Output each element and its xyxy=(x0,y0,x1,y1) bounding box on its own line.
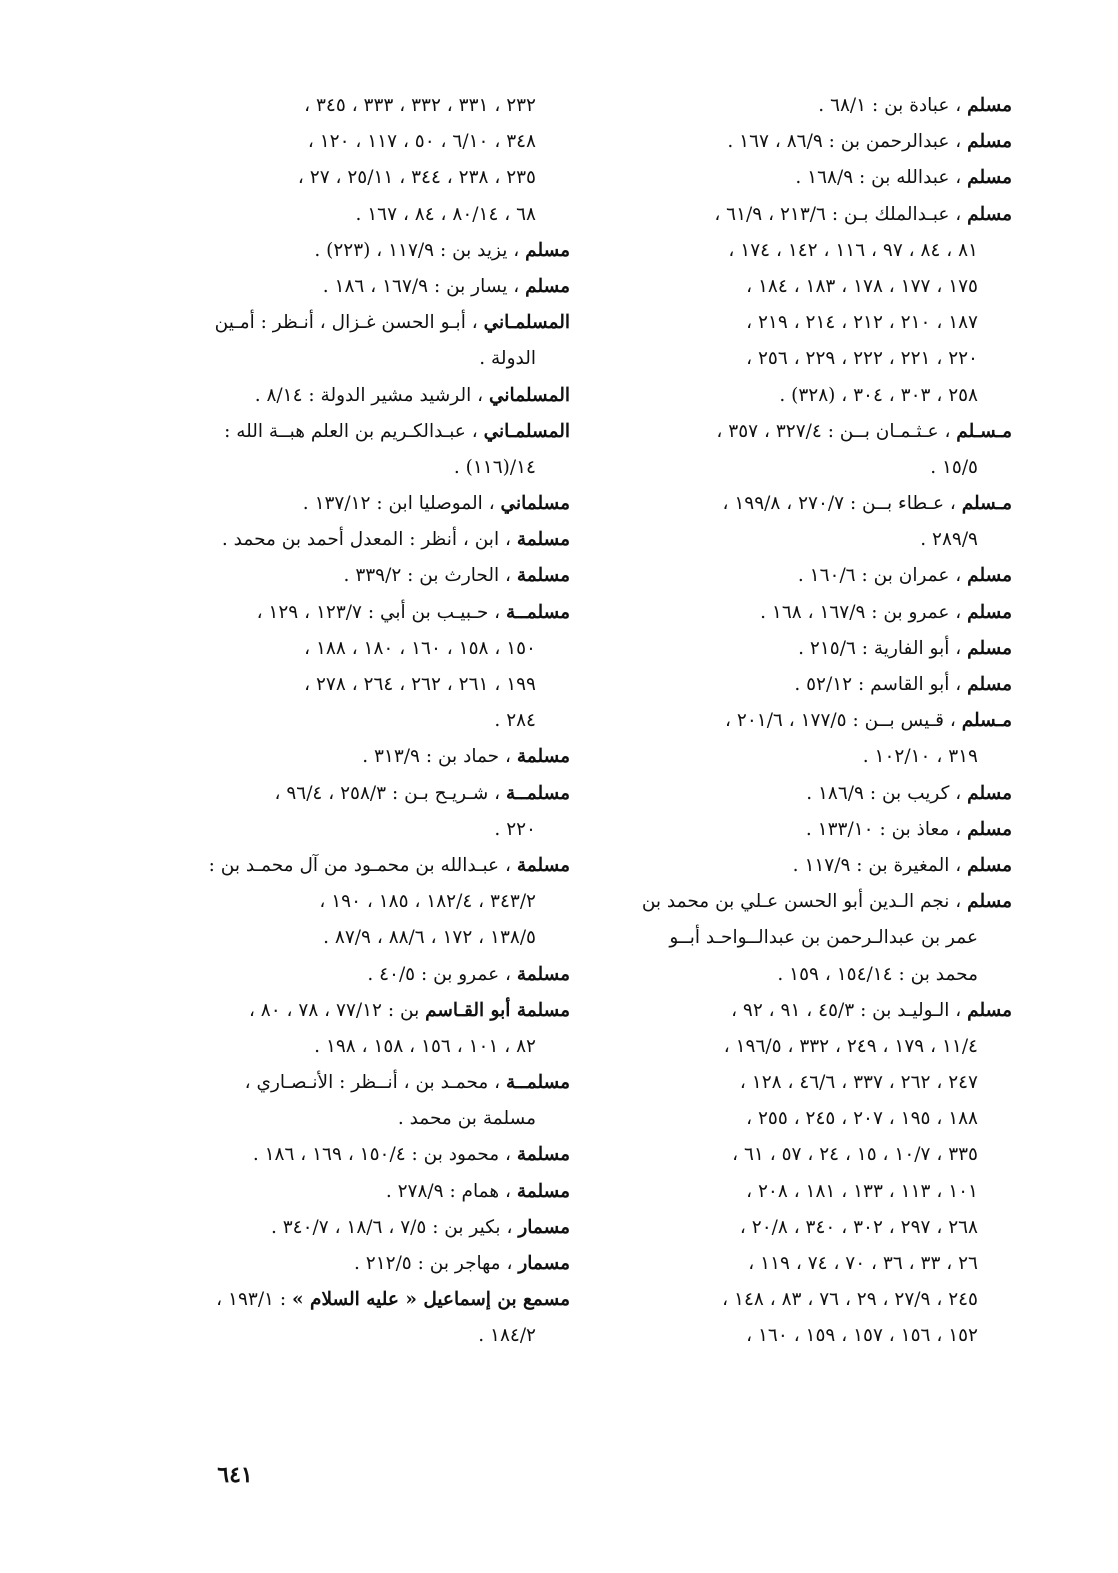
entry-text: ١٨٤/٢ . xyxy=(478,1325,536,1347)
index-entry-continuation xyxy=(168,1029,570,1065)
entry-text: ، أبو القاسم : ٥٢/١٢ . xyxy=(794,674,968,695)
index-entry-continuation xyxy=(168,1318,570,1354)
entry-text: ٣١٩ ، ١٠٢/١٠ . xyxy=(862,746,978,768)
entry-text: ، قـيس بــن : ١٧٧/٥ ، ٢٠١/٦ ، xyxy=(725,710,962,732)
entry-headword: مسلم xyxy=(525,275,570,297)
entry-text: ، عمران بن : ١٦٠/٦ . xyxy=(797,565,968,587)
entry-headword: مسلمة xyxy=(516,565,570,587)
index-entry xyxy=(612,160,1012,196)
entry-headword: مسلم xyxy=(967,891,1012,913)
index-entry xyxy=(168,305,570,341)
entry-text: ٢٣٢ ، ٣٣١ ، ٣٣٢ ، ٣٣٣ ، ٣٤٥ ، xyxy=(304,95,536,116)
entry-headword: مسلم xyxy=(967,95,1012,116)
entry-headword: مسلم xyxy=(967,167,1012,189)
entry-text: ، ابن ، أنظر : المعدل أحمد بن محمد . xyxy=(221,529,517,551)
index-entry-continuation xyxy=(168,703,570,739)
index-entry xyxy=(168,1174,570,1210)
index-entry xyxy=(168,233,570,269)
entry-headword: مسمار xyxy=(518,1216,570,1238)
index-entry xyxy=(168,269,570,305)
index-entry xyxy=(612,703,1012,739)
entry-text: محمد بن : ١٥٤/١٤ ، ١٥٩ . xyxy=(777,963,978,985)
entry-text: ٣٤٣/٢ ، ١٨٢/٤ ، ١٨٥ ، ١٩٠ ، xyxy=(319,891,536,913)
index-entry xyxy=(612,776,1012,812)
entry-text: ٢٨٤ . xyxy=(494,710,536,732)
index-entry xyxy=(612,558,1012,594)
entry-text: ١٥٢ ، ١٥٦ ، ١٥٧ ، ١٥٩ ، ١٦٠ ، xyxy=(746,1325,978,1347)
entry-headword: مسلم xyxy=(967,637,1012,659)
entry-text: ٢٥٨ ، ٣٠٣ ، ٣٠٤ ، (٣٢٨) . xyxy=(779,384,978,406)
index-entry-continuation xyxy=(612,269,1012,305)
entry-text: ٣٣٥ ، ١٠/٧ ، ١٥ ، ٢٤ ، ٥٧ ، ٦١ ، xyxy=(732,1144,978,1166)
entry-text: ، الـوليـد بن : ٤٥/٣ ، ٩١ ، ٩٢ ، xyxy=(731,999,968,1021)
index-entry-continuation xyxy=(168,124,570,160)
index-entry-continuation xyxy=(612,1246,1012,1282)
entry-text: ١٩٩ ، ٢٦١ ، ٢٦٢ ، ٢٦٤ ، ٢٧٨ ، xyxy=(304,674,536,695)
index-entry xyxy=(168,1137,570,1173)
index-entry-continuation xyxy=(168,631,570,667)
entry-text: ٢٨٩/٩ . xyxy=(920,529,978,551)
entry-text: ، عمرو بن : ١٦٧/٩ ، ١٦٨ . xyxy=(760,601,968,623)
index-entry xyxy=(168,522,570,558)
entry-text: ١٥٠ ، ١٥٨ ، ١٦٠ ، ١٨٠ ، ١٨٨ ، xyxy=(304,637,536,659)
entry-headword: مـسلم xyxy=(961,710,1012,732)
entry-headword: مسلمة xyxy=(516,529,570,551)
index-entry xyxy=(612,414,1012,450)
entry-text: ٢٤٥ ، ٢٧/٩ ، ٢٩ ، ٧٦ ، ٨٣ ، ١٤٨ ، xyxy=(722,1289,978,1311)
entry-text: ، معاذ بن : ١٣٣/١٠ . xyxy=(805,818,968,840)
entry-text: ٢٤٧ ، ٢٦٢ ، ٣٣٧ ، ٤٦/٦ ، ١٢٨ ، xyxy=(739,1072,978,1094)
index-entry-continuation xyxy=(168,88,570,124)
index-entry xyxy=(168,558,570,594)
entry-text: ، عمرو بن : ٤٠/٥ . xyxy=(367,963,517,985)
index-entry xyxy=(168,414,570,450)
entry-headword: مسلمة xyxy=(516,854,570,876)
index-entry xyxy=(612,486,1012,522)
entry-text: ١٤/(١١٦) . xyxy=(453,456,536,478)
index-entry-continuation xyxy=(612,450,1012,486)
entry-headword: مسلم xyxy=(967,601,1012,623)
entry-text: ١٣٨/٥ ، ١٧٢ ، ٨٨/٦ ، ٨٧/٩ . xyxy=(323,927,536,949)
index-entry-continuation xyxy=(168,450,570,486)
index-column-left xyxy=(168,88,570,1355)
entry-text: بن : ٧٧/١٢ ، ٧٨ ، ٨٠ ، xyxy=(248,999,426,1021)
index-entry-continuation xyxy=(612,920,1012,956)
entry-text: ، المغيرة بن : ١١٧/٩ . xyxy=(792,854,968,876)
entry-text: ، مهاجر بن : ٢١٢/٥ . xyxy=(354,1253,519,1274)
entry-headword: مسلمــة xyxy=(506,601,570,623)
index-entry-continuation xyxy=(168,160,570,196)
entry-headword: مسلمــة xyxy=(506,782,570,804)
index-entry-continuation xyxy=(612,739,1012,775)
entry-text: ، حـبيـب بن أبي : ١٢٣/٧ ، ١٢٩ ، xyxy=(256,601,506,623)
entry-text: ، عبـدالكـريم بن العلم هبــة الله : xyxy=(224,420,484,442)
index-entry xyxy=(612,848,1012,884)
entry-text: ، كريب بن : ١٨٦/٩ . xyxy=(806,782,968,804)
index-entry xyxy=(168,595,570,631)
index-entry-continuation xyxy=(612,1210,1012,1246)
entry-text: ، حماد بن : ٣١٣/٩ . xyxy=(362,746,517,768)
entry-text: ، همام : ٢٧٨/٩ . xyxy=(385,1180,517,1202)
index-entry xyxy=(168,486,570,522)
entry-text: ٢٦ ، ٣٣ ، ٣٦ ، ٧٠ ، ٧٤ ، ١١٩ ، xyxy=(748,1253,978,1274)
index-entry-continuation xyxy=(612,378,1012,414)
index-entry xyxy=(168,848,570,884)
entry-text: ، بكير بن : ٧/٥ ، ١٨/٦ ، ٣٤٠/٧ . xyxy=(270,1216,519,1238)
entry-headword: مـسلم xyxy=(961,493,1012,515)
entry-text: ، أبو الفارية : ٢١٥/٦ . xyxy=(798,637,968,659)
index-entry-continuation xyxy=(612,1318,1012,1354)
index-entry xyxy=(168,1065,570,1101)
entry-text: ١٨٨ ، ١٩٥ ، ٢٠٧ ، ٢٤٥ ، ٢٥٥ ، xyxy=(746,1108,978,1130)
entry-text: الدولة . xyxy=(479,348,536,370)
entry-text: ، عبادة بن : ٦٨/١ . xyxy=(818,95,968,116)
entry-text: ١٧٥ ، ١٧٧ ، ١٧٨ ، ١٨٣ ، ١٨٤ ، xyxy=(746,275,978,297)
index-entry-continuation xyxy=(612,957,1012,993)
index-entry xyxy=(168,1210,570,1246)
entry-text: ، الحارث بن : ٣٣٩/٢ . xyxy=(343,565,517,587)
index-entry-continuation xyxy=(168,920,570,956)
entry-text: ، محمود بن : ١٥٠/٤ ، ١٦٩ ، ١٨٦ . xyxy=(252,1144,517,1166)
index-entry xyxy=(612,595,1012,631)
index-entry xyxy=(612,631,1012,667)
entry-text: ، محمـد بن ، أنــظر : الأنـصـاري ، xyxy=(244,1072,506,1094)
entry-text: ٢٣٥ ، ٢٣٨ ، ٣٤٤ ، ٢٥/١١ ، ٢٧ ، xyxy=(297,167,536,189)
index-entry xyxy=(168,1246,570,1282)
index-entry-continuation xyxy=(168,1101,570,1137)
index-entry-continuation xyxy=(612,1282,1012,1318)
entry-headword: مسلم xyxy=(967,131,1012,153)
entry-text: ، عبدالله بن : ١٦٨/٩ . xyxy=(795,167,968,189)
entry-text: ، الموصليا ابن : ١٣٧/١٢ . xyxy=(302,493,501,515)
index-entry xyxy=(612,993,1012,1029)
index-entry-continuation xyxy=(612,305,1012,341)
entry-text: ٢٦٨ ، ٢٩٧ ، ٣٠٢ ، ٣٤٠ ، ٢٠/٨ ، xyxy=(739,1216,978,1238)
entry-headword: المسلمـاني xyxy=(483,312,570,334)
index-entry-continuation xyxy=(168,341,570,377)
entry-text: ٨١ ، ٨٤ ، ٩٧ ، ١١٦ ، ١٤٢ ، ١٧٤ ، xyxy=(728,239,978,261)
index-entry xyxy=(168,957,570,993)
entry-headword: مسلم xyxy=(967,818,1012,840)
entry-text: ، أبـو الحسن غـزال ، أنـظر : أمـين xyxy=(214,312,484,334)
entry-headword: مسلمة xyxy=(516,1180,570,1202)
entry-text: ٨٢ ، ١٠١ ، ١٥٦ ، ١٥٨ ، ١٩٨ . xyxy=(314,1035,536,1057)
entry-headword: المسلمـاني xyxy=(483,420,570,442)
entry-text: ٦٨ ، ٨٠/١٤ ، ٨٤ ، ١٦٧ . xyxy=(355,203,536,225)
index-entry xyxy=(612,884,1012,920)
entry-headword: مسلمة أبو القـاسم xyxy=(425,999,570,1021)
entry-headword: مسلم xyxy=(967,854,1012,876)
index-entry-continuation xyxy=(612,522,1012,558)
index-entry-continuation xyxy=(168,812,570,848)
index-column-right xyxy=(612,88,1012,1355)
entry-text: مسلمة بن محمد . xyxy=(397,1108,536,1130)
entry-text: ، عبدالرحمن بن : ٨٦/٩ ، ١٦٧ . xyxy=(727,131,968,153)
entry-text: ، الرشيد مشير الدولة : ٨/١٤ . xyxy=(254,384,489,406)
index-entry xyxy=(168,1282,570,1318)
entry-text: عمر بن عبدالـرحمن بن عبدالــواحـد أبــو xyxy=(669,927,978,949)
index-entry xyxy=(612,197,1012,233)
index-entry xyxy=(168,378,570,414)
entry-text: : ١٩٣/١ ، xyxy=(216,1289,292,1311)
entry-headword: مسلماني xyxy=(500,493,570,515)
entry-headword: مسمار xyxy=(518,1253,570,1274)
entry-text: ٢٢٠ ، ٢٢١ ، ٢٢٢ ، ٢٢٩ ، ٢٥٦ ، xyxy=(746,348,978,370)
index-entry-continuation xyxy=(612,1174,1012,1210)
entry-text: ، يسار بن : ١٦٧/٩ ، ١٨٦ . xyxy=(322,275,526,297)
index-entry-continuation xyxy=(168,667,570,703)
entry-headword: مسلمة xyxy=(516,963,570,985)
entry-text: ، عـطاء بــن : ٢٧٠/٧ ، ١٩٩/٨ ، xyxy=(722,493,962,515)
entry-headword: مسلم xyxy=(967,565,1012,587)
entry-text: ، عبـدالله بن محمـود من آل محمـد بن : xyxy=(208,854,517,876)
index-entry-continuation xyxy=(168,884,570,920)
index-entry-continuation xyxy=(612,233,1012,269)
entry-text: ، يزيد بن : ١١٧/٩ ، (٢٢٣) . xyxy=(314,239,526,261)
index-entry xyxy=(612,88,1012,124)
index-entry-continuation xyxy=(612,1137,1012,1173)
index-entry-continuation xyxy=(612,1065,1012,1101)
entry-text: ، شـريـح بـن : ٢٥٨/٣ ، ٩٦/٤ ، xyxy=(274,782,506,804)
index-entry xyxy=(168,739,570,775)
entry-text: ١٠١ ، ١١٣ ، ١٣٣ ، ١٨١ ، ٢٠٨ ، xyxy=(746,1180,978,1202)
entry-text: ١٨٧ ، ٢١٠ ، ٢١٢ ، ٢١٤ ، ٢١٩ ، xyxy=(746,312,978,334)
entry-headword: مسلم xyxy=(525,239,570,261)
index-entry xyxy=(168,993,570,1029)
entry-text: ، عـثـمـان بــن : ٣٢٧/٤ ، ٣٥٧ ، xyxy=(716,420,957,442)
entry-text: ، نجم الـدين أبو الحسن عـلي بن محمد بن xyxy=(641,891,968,913)
entry-headword: مسلم xyxy=(967,782,1012,804)
entry-headword: مسلم xyxy=(967,674,1012,695)
index-entry-continuation xyxy=(612,341,1012,377)
entry-headword: المسلماني xyxy=(488,384,570,406)
entry-headword: مسلم xyxy=(967,203,1012,225)
entry-text: ، عبـدالملك بـن : ٢١٣/٦ ، ٦١/٩ ، xyxy=(714,203,968,225)
entry-text: ٢٢٠ . xyxy=(494,818,536,840)
entry-headword: مسلم xyxy=(967,999,1012,1021)
index-entry xyxy=(612,667,1012,703)
index-entry xyxy=(612,812,1012,848)
entry-headword: مـسـلم xyxy=(956,420,1012,442)
index-entry xyxy=(612,124,1012,160)
page-number: ٦٤١ xyxy=(217,1462,253,1488)
index-entry-continuation xyxy=(168,197,570,233)
entry-text: ٣٤٨ ، ٦/١٠ ، ٥٠ ، ١١٧ ، ١٢٠ ، xyxy=(307,131,536,153)
entry-text: ١١/٤ ، ١٧٩ ، ٢٤٩ ، ٣٣٢ ، ١٩٦/٥ ، xyxy=(723,1035,978,1057)
entry-headword: مسلمة xyxy=(516,1144,570,1166)
index-entry xyxy=(168,776,570,812)
entry-headword: مسلمــة xyxy=(506,1072,570,1094)
index-entry-continuation xyxy=(612,1029,1012,1065)
entry-headword: مسمع بن إسماعيل « عليه السلام » xyxy=(292,1289,570,1311)
index-entry-continuation xyxy=(612,1101,1012,1137)
entry-text: ١٥/٥ . xyxy=(930,456,978,478)
entry-headword: مسلمة xyxy=(516,746,570,768)
